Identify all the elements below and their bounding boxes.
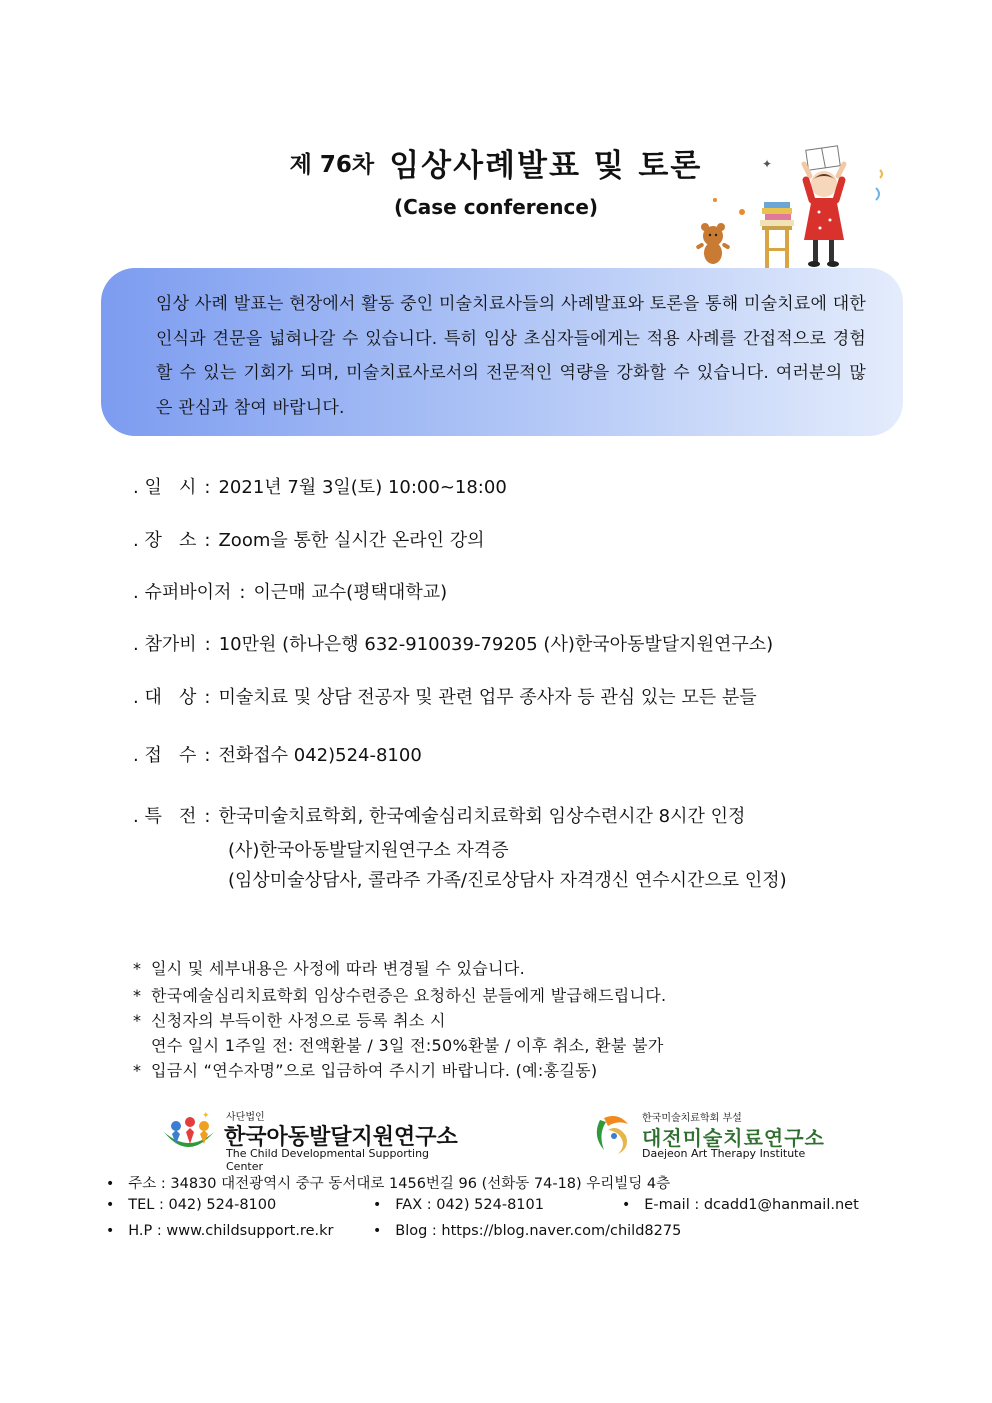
benefit-line: (임상미술상담사, 콜라주 가족/진로상담사 자격갱신 연수시간으로 인정): [228, 870, 787, 891]
svg-text:✦: ✦: [762, 157, 773, 171]
footer-fax: • FAX : 042) 524-8101: [373, 1197, 544, 1213]
detail-label: . 접 수: [133, 745, 197, 766]
detail-label: . 일 시: [133, 477, 197, 498]
detail-label: . 대 상: [133, 687, 197, 708]
logo-art-therapy: [592, 1108, 832, 1160]
detail-value: 전화접수 042)524-8100: [218, 745, 422, 766]
note-item: * 일시 및 세부내용은 사정에 따라 변경될 수 있습니다.: [133, 959, 525, 978]
logo-left-name: 한국아동발달지원연구소: [224, 1125, 458, 1150]
detail-supervisor: . 슈퍼바이저 : 이근매 교수(평택대학교): [133, 578, 447, 604]
logo-child-center: [160, 1108, 460, 1173]
note-item: 연수 일시 1주일 전: 전액환불 / 3일 전:50%환불 / 이후 취소, 환불 불가: [151, 1036, 664, 1055]
child-center-logo-icon: [160, 1112, 218, 1158]
detail-value: 10만원 (하나은행 632-910039-79205 (사)한국아동발달지원연구소): [218, 634, 774, 655]
note-item: * 한국예술심리치료학회 임상수련증은 요청하신 분들에게 발급해드립니다.: [133, 986, 667, 1005]
teddy-bear-icon: [696, 223, 731, 264]
footer-email: • E-mail : dcadd1@hanmail.net: [622, 1197, 859, 1213]
detail-label: . 특 전: [133, 806, 197, 827]
title-main: 임상사례발표 및 토론: [389, 148, 703, 184]
logo-right-small: 한국미술치료학회 부설: [642, 1113, 742, 1124]
intro-text: 임상 사례 발표는 현장에서 활동 중인 미술치료사들의 사례발표와 토론을 통해 미술치료에 대한 인식과 견문을 넓혀나갈 수 있습니다. 특히 임상 초심자들에게는 적용 사례를 간접적으로 경험할 수 있는 기회가 되며, 미술치료사로서의 전문적인 역량을 강화할 수 있습니다. 여러분의 많은 관심과 참여 바랍니다.: [156, 294, 866, 418]
benefit-line: (사)한국아동발달지원연구소 자격증: [228, 840, 509, 861]
detail-target: . 대 상 : 미술치료 및 상담 전공자 및 관련 업무 종사자 등 관심 있는 모든 분들: [133, 683, 757, 709]
logo-right-english: Daejeon Art Therapy Institute: [642, 1147, 806, 1160]
detail-label: . 참가비: [133, 634, 197, 655]
footer-blog: • Blog : https://blog.naver.com/child8275: [373, 1223, 682, 1239]
footer-homepage: • H.P : www.childsupport.re.kr: [106, 1223, 334, 1239]
detail-benefit: . 특 전 : 한국미술치료학회, 한국예술심리치료학회 임상수련시간 8시간 인정: [133, 802, 745, 828]
girl-icon: [804, 146, 844, 267]
detail-registration: . 접 수 : 전화접수 042)524-8100: [133, 741, 422, 767]
detail-value: 이근매 교수(평택대학교): [253, 582, 448, 603]
girl-reading-illustration: [680, 140, 890, 270]
detail-value: 한국미술치료학회, 한국예술심리치료학회 임상수련시간 8시간 인정: [218, 806, 746, 827]
sparkle-icon: [713, 198, 745, 215]
detail-value: 2021년 7월 3일(토) 10:00~18:00: [218, 477, 507, 498]
detail-place: . 장 소 : Zoom을 통한 실시간 온라인 강의: [133, 526, 485, 552]
note-item: * 입금시 “연수자명”으로 입금하여 주시기 바랍니다. (예:홍길동): [133, 1061, 598, 1080]
svg-text:✦: ✦: [202, 1112, 210, 1121]
intro-box: [101, 268, 903, 436]
detail-label: . 슈퍼바이저: [133, 582, 232, 603]
detail-value: Zoom을 통한 실시간 온라인 강의: [218, 530, 485, 551]
footer-tel: • TEL : 042) 524-8100: [106, 1197, 277, 1213]
note-item: * 신청자의 부득이한 사정으로 등록 취소 시: [133, 1011, 446, 1030]
book-stack-icon: [760, 202, 794, 268]
detail-label: . 장 소: [133, 530, 197, 551]
detail-value: 미술치료 및 상담 전공자 및 관련 업무 종사자 등 관심 있는 모든 분들: [218, 687, 757, 708]
page-subtitle: (Case conference): [393, 195, 599, 219]
logo-left-small: 사단법인: [226, 1112, 265, 1123]
logo-right-name: 대전미술치료연구소: [642, 1126, 825, 1150]
detail-date: . 일 시 : 2021년 7월 3일(토) 10:00~18:00: [133, 473, 507, 499]
title-prefix: 제 76차: [289, 152, 375, 178]
logo-left-english: The Child Developmental Supporting Center: [226, 1147, 430, 1173]
art-therapy-logo-icon: [592, 1110, 636, 1156]
detail-fee: . 참가비 : 10만원 (하나은행 632-910039-79205 (사)한국아동발달지원연구소): [133, 630, 773, 656]
footer-address: • 주소 : 34830 대전광역시 중구 동서대로 1456번길 96 (선화동 74-18) 우리빌딩 4층: [106, 1176, 671, 1192]
